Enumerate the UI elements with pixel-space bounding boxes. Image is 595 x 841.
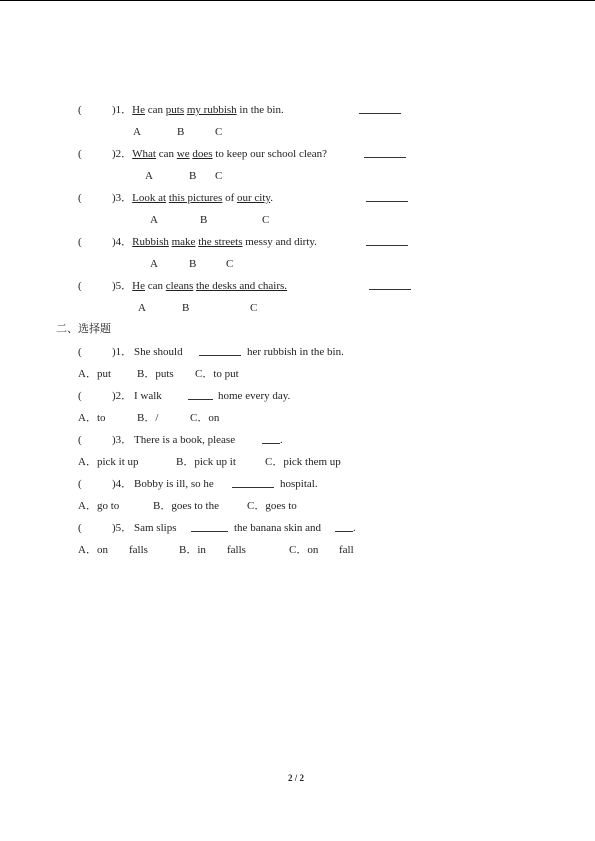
fill-blank[interactable] xyxy=(199,345,241,356)
answer-paren: ( xyxy=(78,236,82,248)
underlined-part-a: Rubbish xyxy=(132,236,169,248)
question-text: . xyxy=(270,192,273,204)
option-b[interactable]: B．goes to the xyxy=(153,500,219,512)
underlined-part-a: What xyxy=(132,148,156,160)
question-number: )2． xyxy=(112,148,133,160)
option-a[interactable]: A．to xyxy=(78,412,106,424)
label-b: B xyxy=(189,258,197,270)
question-text: in the bin. xyxy=(236,104,284,116)
underlined-part-b: we xyxy=(176,148,190,160)
section-heading: 二、选择题 xyxy=(56,322,111,335)
label-b: B xyxy=(182,302,190,314)
underlined-part-c: does xyxy=(192,148,213,160)
question-text: to keep our school clean? xyxy=(212,148,328,160)
question-text: home every day. xyxy=(218,390,291,402)
question-number: )1． xyxy=(112,104,133,116)
answer-blank[interactable] xyxy=(366,235,408,246)
question-text: can xyxy=(156,148,177,160)
fill-blank[interactable] xyxy=(188,389,213,400)
label-a: A xyxy=(138,302,146,314)
question-text: I walk xyxy=(134,390,162,402)
question-number: )5． xyxy=(112,280,133,292)
label-b: B xyxy=(189,170,197,182)
label-a: A xyxy=(145,170,153,182)
question-text: the banana skin and xyxy=(234,522,322,534)
underlined-part-b: cleans xyxy=(165,280,194,292)
option-b-verb: falls xyxy=(227,544,246,556)
answer-paren: ( xyxy=(78,346,82,358)
label-a: A xyxy=(150,214,158,226)
fill-blank[interactable] xyxy=(335,521,353,532)
question-number: )4． xyxy=(112,236,133,248)
answer-paren: ( xyxy=(78,148,82,160)
option-b[interactable]: B．pick up it xyxy=(176,456,236,468)
option-a[interactable]: A．put xyxy=(78,368,111,380)
underlined-part-c: the desks and chairs. xyxy=(196,280,288,292)
option-a[interactable]: A．pick it up xyxy=(78,456,139,468)
answer-blank[interactable] xyxy=(359,103,401,114)
underlined-part-c: the streets xyxy=(198,236,243,248)
underlined-part-b: make xyxy=(171,236,196,248)
underlined-part-b: puts xyxy=(165,104,185,116)
option-b[interactable]: B．puts xyxy=(137,368,174,380)
answer-paren: ( xyxy=(78,280,82,292)
answer-paren: ( xyxy=(78,478,82,490)
question-line xyxy=(112,235,317,249)
question-text: of xyxy=(222,192,237,204)
question-text: her rubbish in the bin. xyxy=(247,346,344,358)
question-line xyxy=(112,103,284,117)
question-number: )2． xyxy=(112,390,133,402)
option-a-verb: falls xyxy=(129,544,148,556)
question-text: . xyxy=(280,434,283,446)
fill-blank[interactable] xyxy=(232,477,274,488)
underlined-part-c: my rubbish xyxy=(186,104,237,116)
option-c[interactable]: C．on xyxy=(289,544,319,556)
top-border xyxy=(0,0,595,1)
underlined-part-a: He xyxy=(132,280,145,292)
label-c: C xyxy=(215,126,223,138)
answer-paren: ( xyxy=(78,104,82,116)
question-line xyxy=(112,147,327,161)
underlined-part-a: He xyxy=(132,104,145,116)
label-b: B xyxy=(200,214,208,226)
option-c[interactable]: C．to put xyxy=(195,368,239,380)
label-c: C xyxy=(226,258,234,270)
underlined-part-b: this pictures xyxy=(168,192,223,204)
label-c: C xyxy=(262,214,270,226)
option-c-verb: fall xyxy=(339,544,354,556)
option-a[interactable]: A．go to xyxy=(78,500,120,512)
question-number: )4． xyxy=(112,478,133,490)
question-text: can xyxy=(145,104,166,116)
option-b[interactable]: B．in xyxy=(179,544,206,556)
page-number: 2 / 2 xyxy=(288,773,305,783)
question-text: . xyxy=(353,522,356,534)
question-number: )1． xyxy=(112,346,133,358)
label-c: C xyxy=(215,170,223,182)
question-text: Bobby is ill, so he xyxy=(134,478,214,490)
fill-blank[interactable] xyxy=(262,433,280,444)
question-text: Sam slips xyxy=(134,522,177,534)
question-text: There is a book, please xyxy=(134,434,236,446)
label-a: A xyxy=(150,258,158,270)
question-number: )3． xyxy=(112,192,133,204)
label-a: A xyxy=(133,126,141,138)
answer-blank[interactable] xyxy=(364,147,406,158)
option-b[interactable]: B．/ xyxy=(137,412,159,424)
fill-blank[interactable] xyxy=(191,521,228,532)
question-text: messy and dirty. xyxy=(242,236,317,248)
question-text: hospital. xyxy=(280,478,318,490)
question-number: )5． xyxy=(112,522,133,534)
answer-paren: ( xyxy=(78,390,82,402)
question-line xyxy=(112,279,287,293)
option-c[interactable]: C．goes to xyxy=(247,500,297,512)
option-a[interactable]: A．on xyxy=(78,544,108,556)
underlined-part-a: Look at xyxy=(132,192,167,204)
answer-blank[interactable] xyxy=(369,279,411,290)
label-b: B xyxy=(177,126,185,138)
option-c[interactable]: C．pick them up xyxy=(265,456,341,468)
underlined-part-c: our city xyxy=(236,192,271,204)
answer-paren: ( xyxy=(78,522,82,534)
answer-blank[interactable] xyxy=(366,191,408,202)
answer-paren: ( xyxy=(78,434,82,446)
question-line xyxy=(112,191,273,205)
label-c: C xyxy=(250,302,258,314)
question-number: )3． xyxy=(112,434,133,446)
option-c[interactable]: C．on xyxy=(190,412,220,424)
question-text: She should xyxy=(134,346,183,358)
answer-paren: ( xyxy=(78,192,82,204)
question-text: can xyxy=(145,280,166,292)
